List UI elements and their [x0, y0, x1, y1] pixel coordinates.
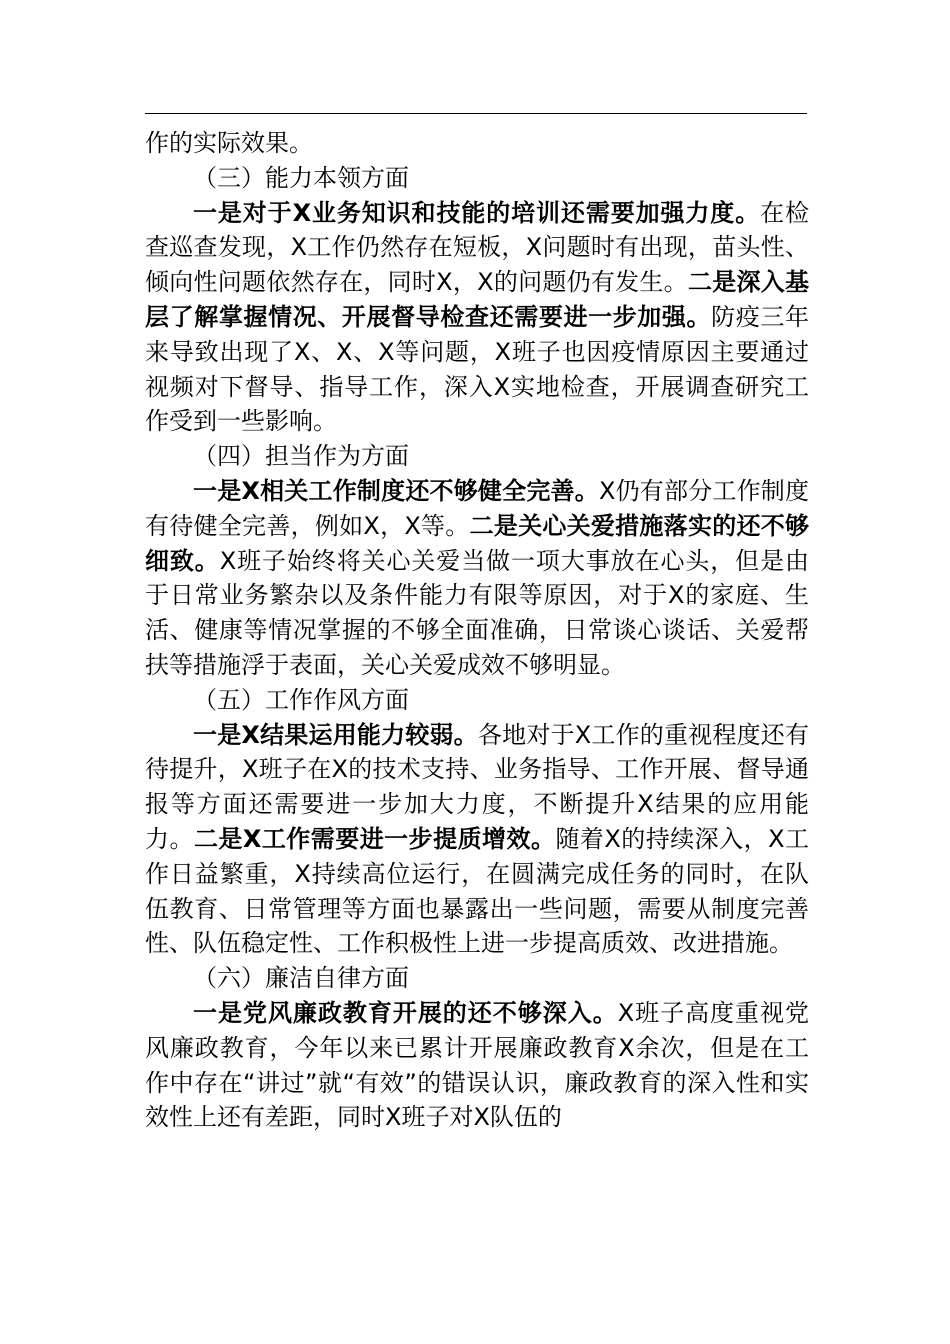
paragraph-3b-body: 防疫三年来导致出现了X、X、X等问题，X班子也因疫情原因主要通过视频对下督导、指导工作，深入X实地检查，开展调查研究工作受到一些影响。	[145, 302, 810, 436]
paragraph-5a-body: 各地对于X工作的重视程度还有待提升，X班子在X的技术支持、业务指导、工作开展、督导通报等方面还需要进一步加大力度，不断提升X结果的应用能力。	[145, 720, 809, 853]
paragraph-continuation: 作的实际效果。	[145, 129, 313, 157]
paragraph-4a-lead: 一是X相关工作制度还不够健全完善。	[193, 476, 599, 505]
document-body	[145, 126, 809, 1135]
paragraph-5	[145, 718, 809, 962]
section-heading-3: （三）能力本领方面	[193, 163, 409, 192]
paragraph-6a-body: X班子高度重视党风廉政教育，今年以来已累计开展廉政教育X余次，但是在工作中存在“讲过”就“有效”的错误认识，廉政教育的深入性和实效性上还有差距，同时X班子对X队伍的	[145, 998, 809, 1132]
paragraph-4b-lead: 二是关心关爱措施落实的还不够细致。	[145, 511, 810, 575]
section-heading-4: （四）担当作为方面	[193, 442, 409, 471]
section-heading-6: （六）廉洁自律方面	[193, 964, 409, 993]
paragraph-5a-lead: 一是X结果运用能力较弱。	[193, 720, 478, 749]
header-rule	[145, 113, 807, 114]
paragraph-4a-body: X仍有部分工作制度有待健全完善，例如X，X等。	[145, 476, 809, 540]
paragraph-3a	[145, 196, 809, 440]
paragraph-6	[145, 996, 809, 1135]
paragraph-5b-lead: 二是X工作需要进一步提质增效。	[193, 824, 556, 853]
paragraph-3a-body: 在检查巡查发现，X工作仍然存在短板，X问题时有出现，苗头性、倾向性问题依然存在，同时X，X的问题仍有发生。	[145, 198, 809, 297]
section-heading-5: （五）工作作风方面	[193, 685, 409, 714]
paragraph-5b-body: 随着X的持续深入，X工作日益繁重，X持续高位运行，在圆满完成任务的同时，在队伍教育、日常管理等方面也暴露出一些问题，需要从制度完善性、队伍稳定性、工作积极性上进一步提高质效、改进措施。	[145, 824, 809, 958]
paragraph-4	[145, 474, 809, 683]
paragraph-4b-body: X班子始终将关心关爱当做一项大事放在心头，但是由于日常业务繁杂以及条件能力有限等原因，对于X的家庭、生活、健康等情况掌握的不够全面准确，日常谈心谈话、关爱帮扶等措施浮于表面，关心关爱成效不够明显。	[145, 546, 809, 679]
paragraph-3a-lead: 一是对于X业务知识和技能的培训还需要加强力度。	[193, 198, 761, 227]
paragraph-6a-lead: 一是党风廉政教育开展的还不够深入。	[193, 998, 618, 1027]
paragraph-3b-lead: 二是深入基层了解掌握情况、开展督导检查还需要进一步加强。	[145, 268, 809, 331]
